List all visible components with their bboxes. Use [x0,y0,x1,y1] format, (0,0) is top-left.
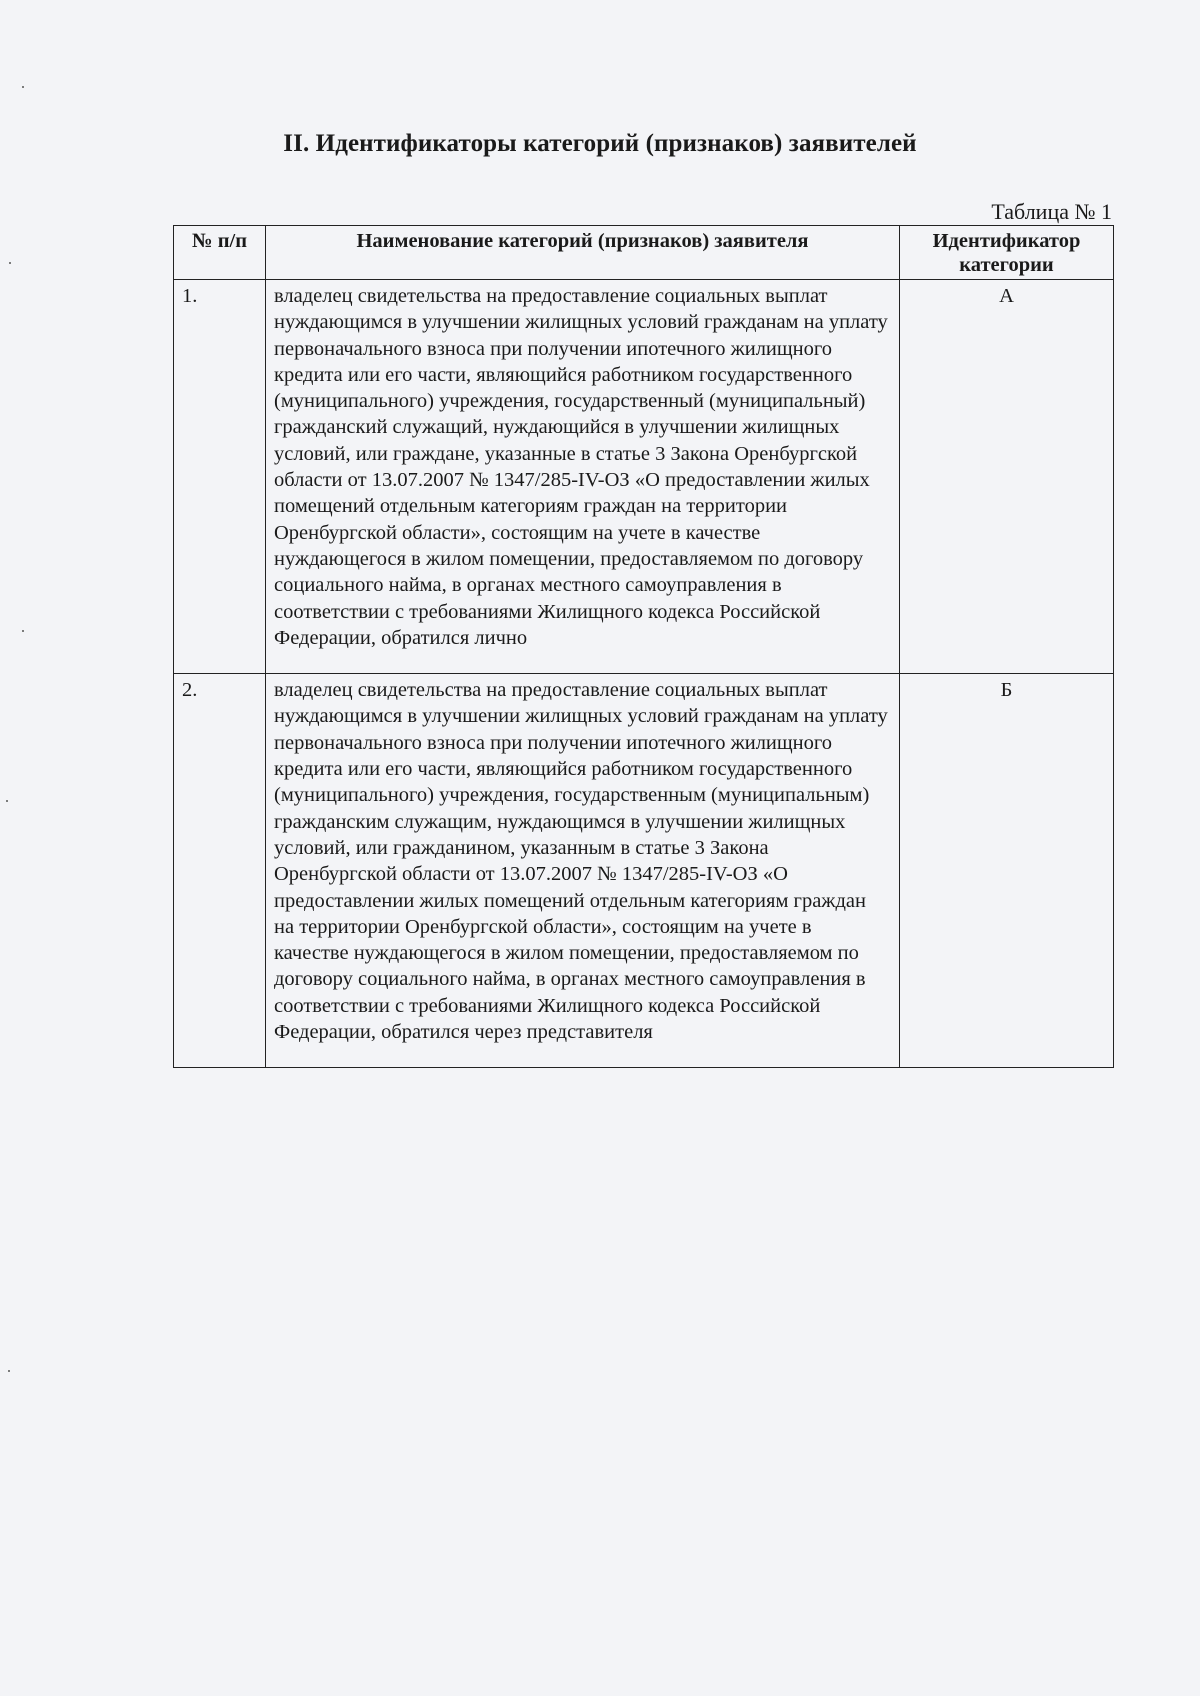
scan-speck [8,1370,10,1372]
scan-speck [22,86,24,88]
header-id: Идентификатор категории [900,226,1114,280]
row-number: 1. [174,280,266,674]
row-category-id: Б [900,674,1114,1068]
table-caption: Таблица № 1 [991,199,1112,224]
scan-speck [22,630,24,632]
row-number: 2. [174,674,266,1068]
header-num: № п/п [174,226,266,280]
scan-speck [6,800,8,802]
categories-table [173,225,1114,1068]
page-title: II. Идентификаторы категорий (признаков) заявителей [283,130,917,157]
table-header-row [174,226,1114,280]
table-row [174,280,1114,674]
header-name: Наименование категорий (признаков) заявителя [266,226,900,280]
row-category-name: владелец свидетельства на предоставление социальных выплат нуждающимся в улучшении жилищных условий гражданам на уплату первоначального взноса при получении ипотечного жилищного кредита или его части, являющийся работником государственного (муниципального) учреждения, государственный (муниципальный) гражданский служащий, нуждающийся в улучшении жилищных условий, или граждане, указанные в статье 3 Закона Оренбургской области от 13.07.2007 № 1347/285-IV-ОЗ «О предоставлении жилых помещений отдельным категориям граждан на территории Оренбургской области», состоящим на учете в качестве нуждающегося в жилом помещении, предоставляемом по договору социального найма, в органах местного самоуправления в соответствии с требованиями Жилищного кодекса Российской Федерации, обратился лично [266,280,900,674]
row-category-name: владелец свидетельства на предоставление социальных выплат нуждающимся в улучшении жилищных условий гражданам на уплату первоначального взноса при получении ипотечного жилищного кредита или его части, являющийся работником государственного (муниципального) учреждения, государственным (муниципальным) гражданским служащим, нуждающимся в улучшении жилищных условий, или гражданином, указанным в статье 3 Закона Оренбургской области от 13.07.2007 № 1347/285-IV-ОЗ «О предоставлении жилых помещений отдельным категориям граждан на территории Оренбургской области», состоящим на учете в качестве нуждающегося в жилом помещении, предоставляемом по договору социального найма, в органах местного самоуправления в соответствии с требованиями Жилищного кодекса Российской Федерации, обратился через представителя [266,674,900,1068]
table-row [174,674,1114,1068]
row-category-id: А [900,280,1114,674]
scan-speck [9,262,11,264]
